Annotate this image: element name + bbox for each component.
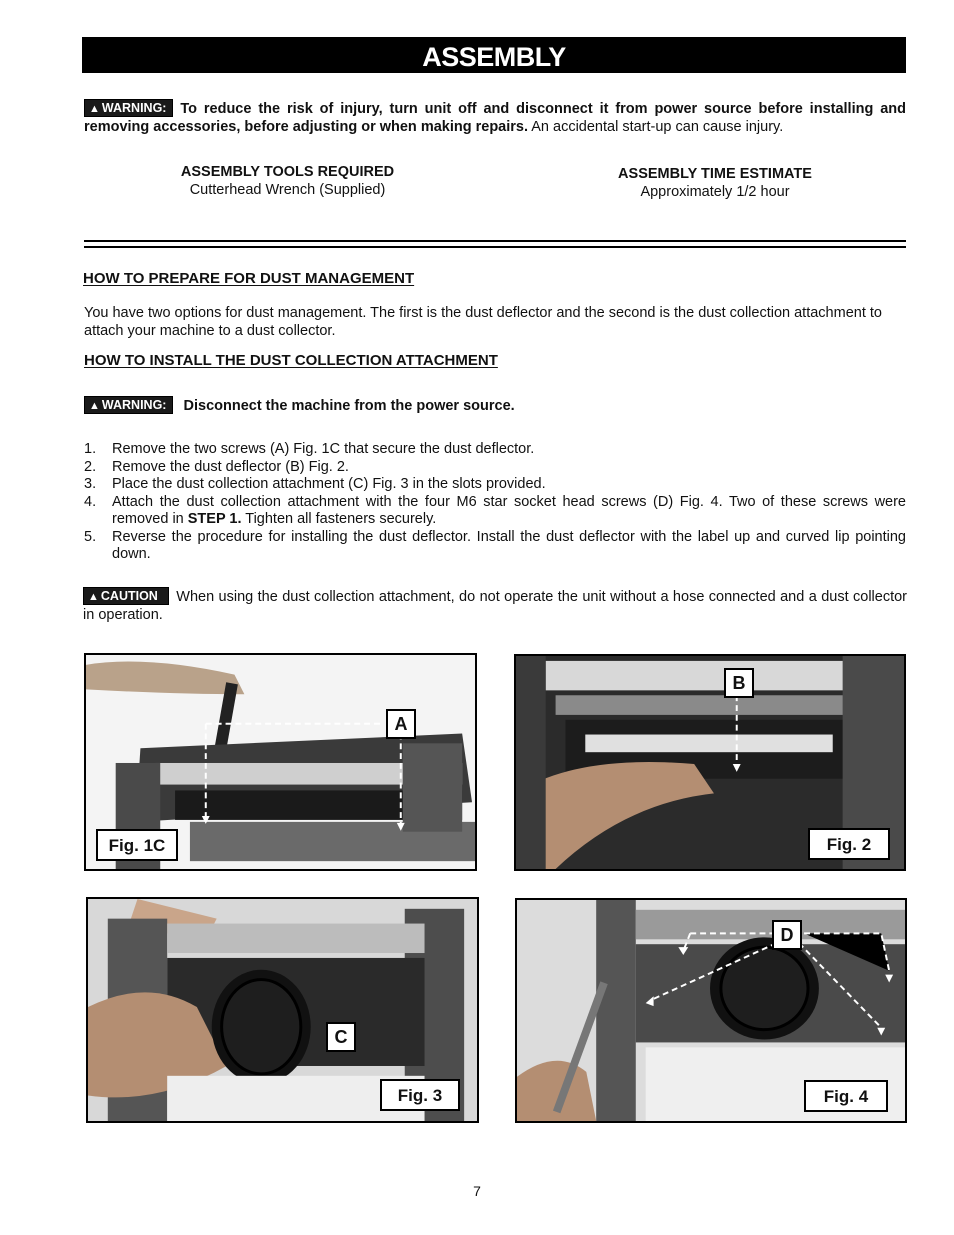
step-text: Remove the dust deflector (B) Fig. 2. bbox=[112, 458, 349, 475]
step-number: 3. bbox=[84, 476, 97, 492]
divider-rule-top bbox=[84, 240, 906, 242]
figure-label-1c: Fig. 1C bbox=[96, 829, 178, 861]
time-heading: ASSEMBLY TIME ESTIMATE bbox=[618, 166, 812, 182]
section-heading-dust-management: HOW TO PREPARE FOR DUST MANAGEMENT bbox=[83, 270, 415, 287]
figure-4 bbox=[515, 898, 907, 1123]
figure-label-4: Fig. 4 bbox=[804, 1080, 888, 1112]
callout-c: C bbox=[326, 1022, 356, 1052]
tools-required bbox=[140, 163, 435, 199]
caution-badge-label: CAUTION bbox=[100, 589, 158, 603]
step-number: 4. bbox=[84, 493, 97, 510]
figure-label-3: Fig. 3 bbox=[380, 1079, 460, 1111]
time-value: Approximately 1/2 hour bbox=[640, 184, 790, 200]
warning-badge bbox=[84, 99, 173, 117]
callout-b: B bbox=[724, 668, 754, 698]
step-item bbox=[84, 441, 906, 459]
figure-label-2: Fig. 2 bbox=[808, 828, 890, 860]
step-text-bold: STEP 1. bbox=[187, 511, 242, 527]
callout-d: D bbox=[772, 920, 802, 950]
warning-normal-text: An accidental start-up can cause injury. bbox=[528, 119, 784, 135]
warning-badge-label: WARNING: bbox=[101, 101, 167, 115]
step-number: 1. bbox=[84, 441, 97, 457]
step-text: Reverse the procedure for installing the dust deflector. Install the dust deflector with the label up and curved lip pointing down. bbox=[112, 528, 906, 562]
disconnect-warning bbox=[84, 396, 515, 415]
figure-2 bbox=[514, 654, 906, 871]
warning-bold-text: To reduce the risk of injury, turn unit off and disconnect it from power source before installing and removing accessories, before adjusting or when making repairs. bbox=[84, 101, 906, 135]
warning-notice bbox=[84, 99, 906, 136]
caution-badge bbox=[83, 587, 169, 605]
section-body-dust-management: You have two options for dust management. The first is the dust deflector and the second is the dust collection attachment to attach your machine to a dust collector. bbox=[84, 305, 882, 339]
step-item bbox=[84, 459, 906, 477]
page-title: ASSEMBLY bbox=[82, 37, 906, 73]
step-number: 2. bbox=[84, 458, 97, 475]
figure-1c bbox=[84, 653, 477, 871]
caution-triangle-icon: ▲ bbox=[88, 591, 99, 603]
tools-heading: ASSEMBLY TOOLS REQUIRED bbox=[180, 164, 395, 180]
step-text: Attach the dust collection attachment with the four M6 star socket head screws (D) Fig. 4. Two of these screws were removed in bbox=[112, 493, 906, 527]
figure-3 bbox=[86, 897, 479, 1123]
step-text: Remove the two screws (A) Fig. 1C that secure the dust deflector. bbox=[112, 441, 535, 457]
section-heading-install-attachment: HOW TO INSTALL THE DUST COLLECTION ATTACHMENT bbox=[84, 352, 498, 369]
disconnect-warning-text: Disconnect the machine from the power source. bbox=[183, 398, 515, 414]
tools-value: Cutterhead Wrench (Supplied) bbox=[189, 182, 386, 198]
callout-a: A bbox=[386, 709, 416, 739]
page-number: 7 bbox=[473, 1183, 481, 1199]
step-item bbox=[84, 529, 906, 564]
warning-triangle-icon: ▲ bbox=[89, 103, 100, 115]
step-item bbox=[84, 476, 906, 494]
warning-badge-2-label: WARNING: bbox=[101, 398, 167, 412]
step-text-after: Tighten all fasteners securely. bbox=[241, 511, 437, 527]
caution-notice bbox=[83, 587, 907, 624]
divider-rule-bottom bbox=[84, 246, 906, 248]
warning-badge-2 bbox=[84, 396, 173, 414]
warning-triangle-icon-2: ▲ bbox=[89, 400, 100, 412]
step-item bbox=[84, 494, 906, 529]
caution-text: When using the dust collection attachment, do not operate the unit without a hose connected and a dust collector in operation. bbox=[83, 589, 908, 623]
assembly-steps bbox=[84, 441, 906, 564]
step-text: Place the dust collection attachment (C) Fig. 3 in the slots provided. bbox=[112, 476, 546, 492]
step-number: 5. bbox=[84, 528, 97, 545]
time-estimate bbox=[560, 165, 870, 201]
